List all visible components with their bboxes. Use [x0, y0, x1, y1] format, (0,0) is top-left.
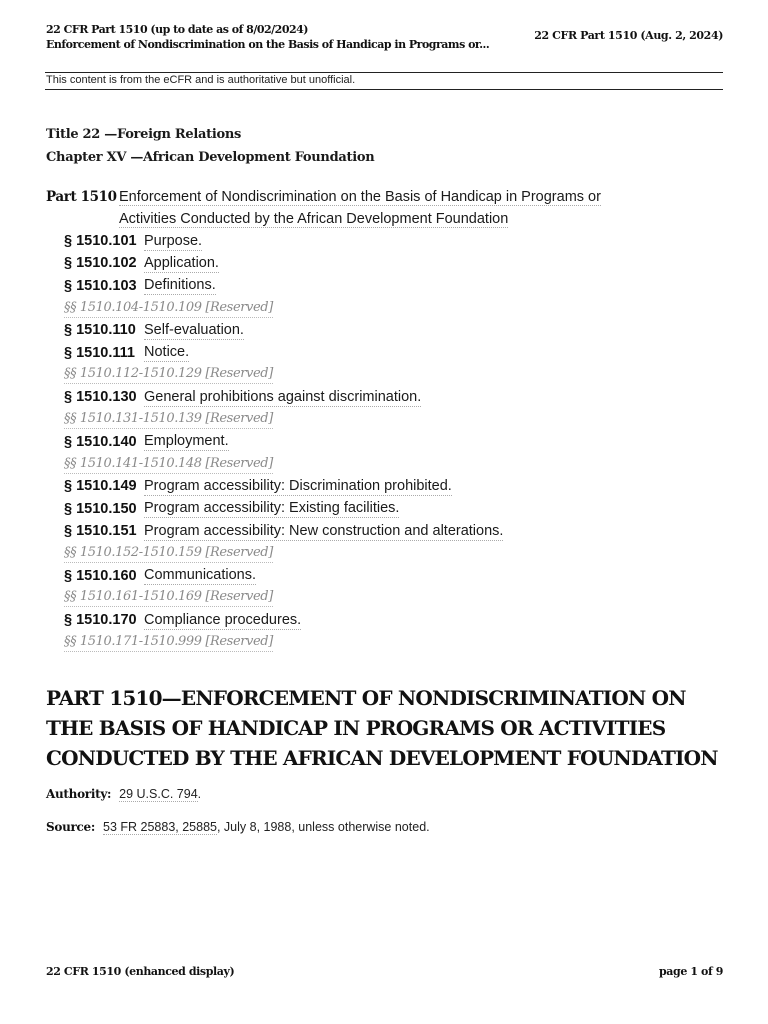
toc-part-title-link[interactable]: Enforcement of Nondiscrimination on the Basis of Handicap in Programs or Activities Conducted by the African Development Foundation	[119, 189, 601, 227]
chapter-heading: Chapter XV —African Development Foundation	[46, 150, 375, 165]
footer-page-number: page 1 of 9	[659, 965, 723, 978]
toc-reserved-row	[64, 364, 726, 386]
part-heading: PART 1510—ENFORCEMENT OF NONDISCRIMINATION ON THE BASIS OF HANDICAP IN PROGRAMS OR ACTIVITIES CONDUCTED BY THE AFRICAN DEVELOPMENT FOUNDATION	[46, 686, 718, 770]
toc-reserved-row	[64, 631, 726, 653]
toc-section-number: § 1510.170	[64, 612, 137, 629]
source-line	[46, 820, 430, 834]
toc-section-number: § 1510.149	[64, 478, 137, 495]
toc-section-row	[64, 609, 726, 631]
toc-section-row	[64, 319, 726, 341]
toc-part-row	[46, 186, 726, 230]
toc-reserved-link[interactable]: §§ 1510.112-1510.129 [Reserved]	[64, 365, 273, 384]
authority-rest: .	[197, 787, 202, 801]
toc-section-number: § 1510.101	[64, 233, 137, 250]
header-part-title: Enforcement of Nondiscrimination on the Basis of Handicap in Programs or...	[46, 38, 490, 51]
toc-reserved-link[interactable]: §§ 1510.161-1510.169 [Reserved]	[64, 588, 273, 607]
authority-notice: This content is from the eCFR and is authoritative but unofficial.	[46, 74, 356, 86]
toc-part-label: Part 1510	[46, 189, 117, 205]
source-link[interactable]: 53 FR 25883, 25885	[103, 820, 217, 834]
toc-reserved-row	[64, 408, 726, 430]
toc-section-row	[64, 498, 726, 520]
toc-section-link[interactable]: Self-evaluation.	[144, 321, 244, 338]
title-heading: Title 22 —Foreign Relations	[46, 127, 242, 142]
toc-reserved-link[interactable]: §§ 1510.152-1510.159 [Reserved]	[64, 544, 273, 563]
toc-section-link[interactable]: Notice.	[144, 344, 190, 361]
toc-section-number: § 1510.110	[64, 322, 136, 339]
toc-section-row	[64, 341, 726, 363]
hierarchy	[46, 123, 374, 169]
toc-section-link[interactable]: Purpose.	[144, 232, 203, 249]
toc-section-row	[64, 431, 726, 453]
toc-reserved-link[interactable]: §§ 1510.171-1510.999 [Reserved]	[64, 633, 273, 652]
toc-section-row	[64, 475, 726, 497]
toc-section-row	[64, 564, 726, 586]
toc-section-number: § 1510.140	[64, 433, 137, 450]
source-rest: , July 8, 1988, unless otherwise noted.	[216, 820, 430, 834]
toc-reserved-row	[64, 297, 726, 319]
toc-section-link[interactable]: General prohibitions against discrimination.	[144, 388, 422, 405]
toc-section-number: § 1510.151	[64, 523, 137, 539]
toc-section-number: § 1510.103	[64, 277, 137, 294]
notice-rule-bottom	[45, 89, 723, 90]
toc-section-number: § 1510.160	[64, 567, 137, 584]
toc-section-link[interactable]: Program accessibility: Existing facilities.	[144, 500, 400, 517]
toc-section-link[interactable]: Compliance procedures.	[144, 611, 302, 628]
source-label: Source:	[46, 820, 95, 834]
toc-section-link[interactable]: Employment.	[144, 433, 229, 450]
running-header	[46, 22, 546, 52]
toc-reserved-link[interactable]: §§ 1510.104-1510.109 [Reserved]	[64, 299, 273, 318]
header-date-citation: 22 CFR Part 1510 (Aug. 2, 2024)	[534, 29, 723, 42]
toc-section-row	[64, 386, 726, 408]
toc-reserved-row	[64, 542, 726, 564]
header-citation: 22 CFR Part 1510 (up to date as of 8/02/2024)	[46, 23, 308, 36]
toc-section-number: § 1510.130	[64, 389, 137, 406]
toc-reserved-row	[64, 453, 726, 475]
toc-section-row	[64, 275, 726, 297]
footer-doc-name: 22 CFR 1510 (enhanced display)	[46, 965, 235, 978]
toc-section-number: § 1510.150	[64, 500, 137, 517]
toc-section-row	[64, 520, 726, 542]
toc-reserved-row	[64, 587, 726, 609]
toc-section-list	[64, 230, 726, 654]
toc-section-link[interactable]: Program accessibility: Discrimination prohibited.	[144, 477, 452, 494]
toc-section-link[interactable]: Communications.	[144, 567, 257, 584]
toc-section-number: § 1510.111	[64, 344, 135, 361]
toc-section-link[interactable]: Application.	[144, 254, 219, 271]
toc-section-link[interactable]: Program accessibility: New construction and alterations.	[144, 522, 504, 539]
toc-reserved-link[interactable]: §§ 1510.141-1510.148 [Reserved]	[64, 455, 273, 474]
authority-line	[46, 787, 201, 801]
toc-reserved-link[interactable]: §§ 1510.131-1510.139 [Reserved]	[64, 410, 273, 429]
toc-section-link[interactable]: Definitions.	[144, 277, 216, 294]
authority-label: Authority:	[46, 787, 112, 801]
toc-section-row	[64, 252, 726, 274]
toc-section-row	[64, 230, 726, 252]
authority-link[interactable]: 29 U.S.C. 794	[119, 787, 198, 801]
toc-section-number: § 1510.102	[64, 255, 137, 272]
table-of-contents	[46, 186, 726, 654]
notice-rule-top	[45, 72, 723, 73]
